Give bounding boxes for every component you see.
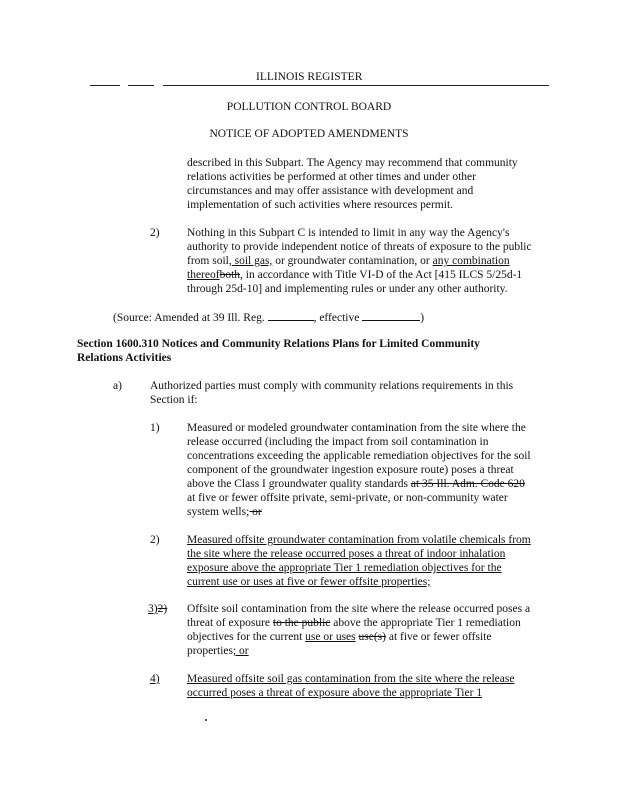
item-4-number xyxy=(150,672,160,686)
item-4-text-1: Measured offsite soil gas contamination from the site where the release xyxy=(187,673,515,685)
source-close: ) xyxy=(420,312,425,324)
source-note xyxy=(113,310,424,325)
source-reg-blank xyxy=(268,310,314,321)
item-1-line-1: Measured or modeled groundwater contamination from the site where the xyxy=(187,422,526,434)
intro-line-3: circumstances and may offer assistance with development and xyxy=(187,185,474,197)
item-2-new-line-4 xyxy=(187,575,430,589)
item-2-new-line-2 xyxy=(187,547,505,561)
item-2-new-text-3: exposure above the appropriate Tier 1 remediation objectives for the xyxy=(187,562,502,574)
item-4-text-2: occurred poses a threat of exposure above the appropriate Tier 1 xyxy=(187,687,483,699)
item2-line-2: authority to provide independent notice of threats of exposure to the public xyxy=(187,241,532,253)
item-3-above: above the appropriate Tier 1 remediation xyxy=(330,617,521,629)
item2-both-deleted: both xyxy=(219,269,241,281)
board-name: POLLUTION CONTROL BOARD xyxy=(226,101,392,113)
scan-speck xyxy=(205,719,207,721)
item-3-line-4 xyxy=(187,644,249,658)
item-1-line-2: release occurred (including the impact from soil contamination in xyxy=(187,436,489,448)
header-rule-left-a xyxy=(90,85,120,86)
item-1-standards: above the Class I groundwater quality standards xyxy=(187,478,411,490)
subsection-a-line-1: Authorized parties must comply with community relations requirements in this xyxy=(150,380,514,392)
intro-line-2: relations activities be performed at other times and under other xyxy=(187,171,476,183)
item-4-num-text: 4) xyxy=(150,673,160,685)
item-3-public-deleted: to the public xyxy=(272,617,331,629)
item2-line-3 xyxy=(187,254,510,268)
item2-line-4 xyxy=(187,268,522,282)
item-1-line-6: at five or fewer offsite private, semi-private, or non-community water xyxy=(187,492,508,504)
header-rule-right xyxy=(163,85,549,86)
source-date-blank xyxy=(362,310,420,321)
item2-number: 2) xyxy=(150,227,160,239)
item-3-line-3 xyxy=(187,630,491,644)
item-3-number xyxy=(148,602,167,616)
source-amended: (Source: Amended at 39 Ill. Reg. xyxy=(113,312,268,324)
subsection-a-number: a) xyxy=(113,380,122,392)
item2-soil: from soil, xyxy=(187,255,232,267)
subsection-a-line-2: Section if: xyxy=(150,394,198,406)
item2-thereof-insert: thereof xyxy=(187,269,220,281)
section-heading-line-2: Relations Activities xyxy=(77,352,172,364)
item-1-or-deleted: or xyxy=(249,506,262,518)
item-3-objectives: objectives for the current xyxy=(187,631,306,643)
item-3-line-2 xyxy=(187,616,521,630)
item-3-use-insert: use or uses xyxy=(305,631,356,643)
section-heading-line-1: Section 1600.310 Notices and Community Relations Plans for Limited Community xyxy=(77,338,480,350)
item-4-line-1 xyxy=(187,672,514,686)
source-effective: , effective xyxy=(313,312,363,324)
item2-soil-gas-insert: soil gas, xyxy=(231,255,273,267)
item-2-new-text-4: current use or uses at five or fewer offsite properties; xyxy=(187,576,431,588)
item-3-new-number: 3) xyxy=(148,603,158,615)
item-1-number: 1) xyxy=(150,422,160,434)
item-1-line-7 xyxy=(187,505,262,519)
item-1-line-3: concentrations exceeding the applicable remediation objectives for the soil xyxy=(187,450,531,462)
item-3-use-deleted: use(s) xyxy=(358,631,386,643)
intro-line-4: implementation of such activities where resources permit. xyxy=(187,199,454,211)
item-1-code-deleted: at 35 Ill. Adm. Code 620 xyxy=(410,478,525,490)
item-2-new-line-3 xyxy=(187,561,502,575)
item2-combination-insert: any combination xyxy=(432,255,510,267)
register-title: ILLINOIS REGISTER xyxy=(256,71,363,83)
item-3-old-number: 2) xyxy=(157,603,168,615)
item2-line-5: through 25d-10] and implementing rules or under any other authority. xyxy=(187,283,508,295)
item-3-or-insert: ; or xyxy=(232,645,249,657)
item-2-new-text-2: the site where the release occurred poses a threat of indoor inhalation xyxy=(187,548,506,560)
item2-statute-ref: , in accordance with Title VI-D of the Act [415 ILCS 5/25d-1 xyxy=(240,269,523,281)
item-3-properties: properties xyxy=(187,645,233,657)
item-1-line-5 xyxy=(187,477,525,491)
item-2-new-number: 2) xyxy=(150,534,160,546)
notice-title: NOTICE OF ADOPTED AMENDMENTS xyxy=(209,128,409,140)
item-3-five: at five or fewer offsite xyxy=(385,631,492,643)
header-rule-left-b xyxy=(128,85,154,86)
item-3-threat: threat of exposure xyxy=(187,617,273,629)
intro-line-1: described in this Subpart. The Agency may recommend that community xyxy=(187,157,518,169)
item-3-line-1: Offsite soil contamination from the site where the release occurred poses a xyxy=(187,603,531,615)
item-4-line-2 xyxy=(187,686,482,700)
item2-line-1: Nothing in this Subpart C is intended to limit in any way the Agency's xyxy=(187,227,510,239)
item2-groundwater: or groundwater contamination, or xyxy=(272,255,433,267)
item-1-wells: system wells; xyxy=(187,506,250,518)
item-2-new-line-1 xyxy=(187,533,531,547)
item-1-line-4: component of the groundwater ingestion exposure route) poses a threat xyxy=(187,464,514,476)
item-2-new-text-1: Measured offsite groundwater contamination from volatile chemicals from xyxy=(187,534,531,546)
